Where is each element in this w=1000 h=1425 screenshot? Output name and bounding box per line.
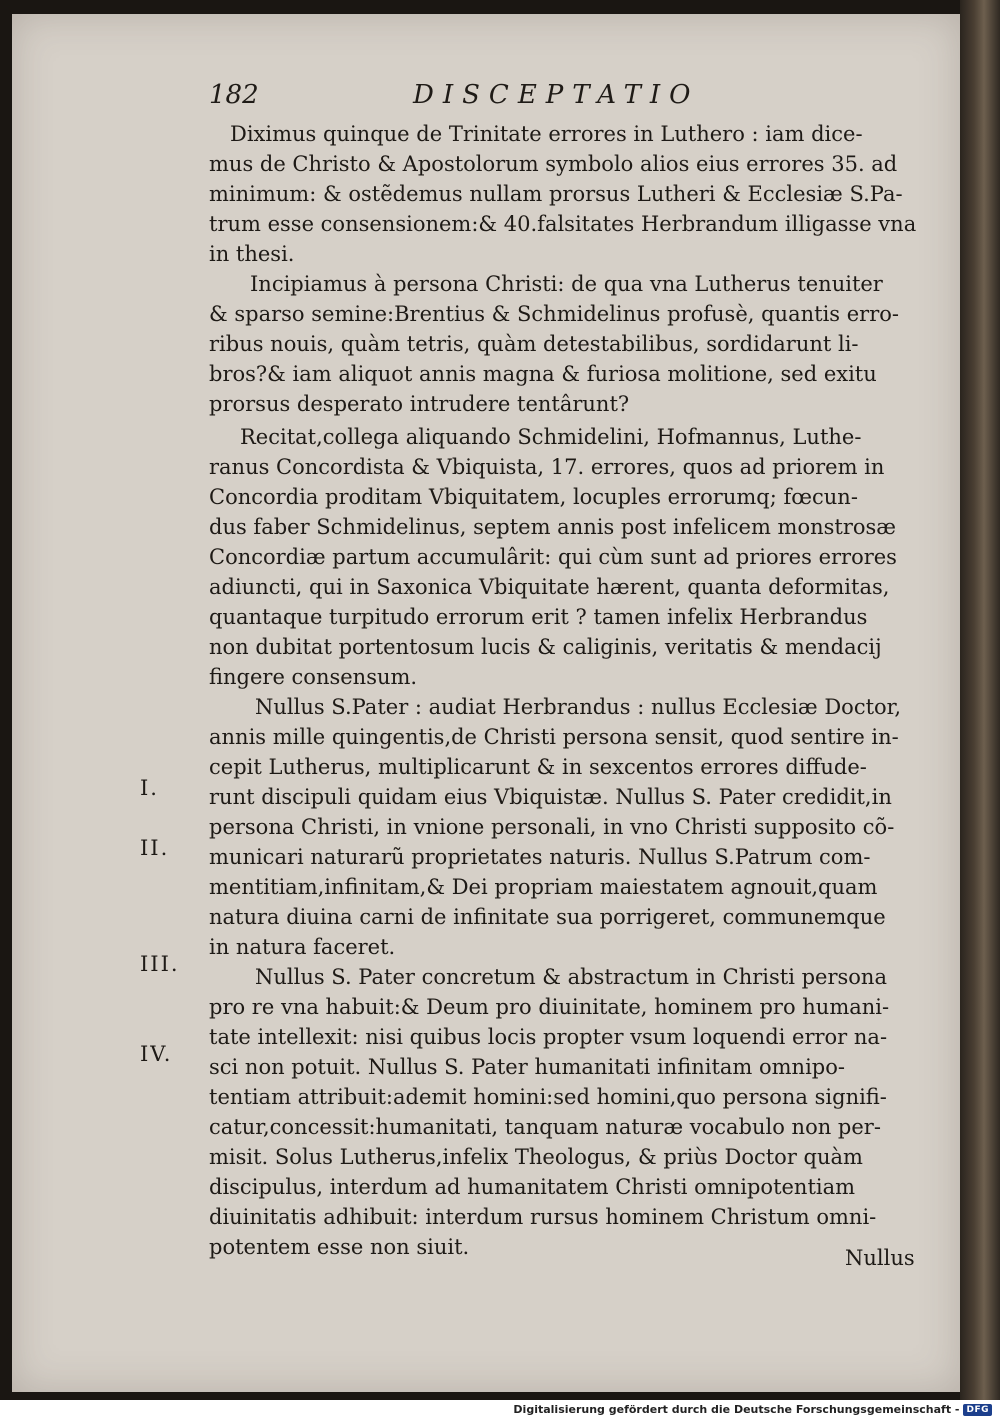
text-line: quantaque turpitudo errorum erit ? tamen infelix Herbrandus [209, 605, 868, 629]
text-line: cepit Lutherus, multiplicarunt & in sexcentos errores diffude- [209, 755, 867, 779]
text-line: potentem esse non siuit. [209, 1235, 470, 1259]
text-line: discipulus, interdum ad humanitatem Christi omnipotentiam [209, 1175, 856, 1199]
margin-numeral: I. [140, 776, 159, 800]
text-line: misit. Solus Lutherus,infelix Theologus, & priùs Doctor quàm [209, 1145, 863, 1169]
text-line: & sparso semine:Brentius & Schmidelinus profusè, quantis erro- [209, 302, 899, 326]
text-line: Concordia proditam Vbiquitatem, locuples errorumq; fœcun- [209, 485, 858, 509]
text-line: tentiam attribuit:ademit homini:sed homini,quo persona signifi- [209, 1085, 887, 1109]
text-line: prorsus desperato intrudere tentârunt? [209, 392, 630, 416]
text-line: runt discipuli quidam eius Vbiquistæ. Nullus S. Pater credidit,in [209, 785, 892, 809]
text-line: persona Christi, in vnione personali, in vno Christi supposito cõ- [209, 815, 895, 839]
text-line: Recitat,collega aliquando Schmidelini, Hofmannus, Luthe- [240, 425, 862, 449]
text-line: sci non potuit. Nullus S. Pater humanitati infinitam omnipo- [209, 1055, 845, 1079]
text-line: mentitiam,infinitam,& Dei propriam maiestatem agnouit,quam [209, 875, 878, 899]
catchword: Nullus [845, 1246, 915, 1270]
text-line: Concordiæ partum accumulârit: qui cùm sunt ad priores errores [209, 545, 897, 569]
text-line: in thesi. [209, 242, 295, 266]
text-line: Nullus S. Pater concretum & abstractum in Christi persona [255, 965, 887, 989]
text-line: in natura faceret. [209, 935, 396, 959]
text-line: bros?& iam aliquot annis magna & furiosa molitione, sed exitu [209, 362, 877, 386]
text-line: diuinitatis adhibuit: interdum rursus hominem Christum omni- [209, 1205, 877, 1229]
footer-credit [513, 1403, 992, 1416]
text-line: annis mille quingentis,de Christi persona sensit, quod sentire in- [209, 725, 899, 749]
text-line: non dubitat portentosum lucis & caliginis, veritatis & mendacij [209, 635, 882, 659]
text-line: minimum: & ostẽdemus nullam prorsus Lutheri & Ecclesiæ S.Pa- [209, 182, 903, 206]
text-line: catur,concessit:humanitati, tanquam naturæ vocabulo non per- [209, 1115, 881, 1139]
text-line: mus de Christo & Apostolorum symbolo alios eius errores 35. ad [209, 152, 898, 176]
margin-numeral: II. [140, 836, 170, 860]
text-line: natura diuina carni de infinitate sua porrigeret, communemque [209, 905, 886, 929]
book-edge [960, 0, 1000, 1400]
text-line: Incipiamus à persona Christi: de qua vna Lutherus tenuiter [250, 272, 883, 296]
text-line: adiuncti, qui in Saxonica Vbiquitate hærent, quanta deformitas, [209, 575, 890, 599]
text-line: ranus Concordista & Vbiquista, 17. errores, quos ad priorem in [209, 455, 885, 479]
running-head: DISCEPTATIO [413, 80, 700, 110]
text-line: tate intellexit: nisi quibus locis propter vsum loquendi error na- [209, 1025, 888, 1049]
footer-credit-text: Digitalisierung gefördert durch die Deutsche Forschungsgemeinschaft - [513, 1403, 960, 1416]
text-line: ribus nouis, quàm tetris, quàm detestabilibus, sordidarunt li- [209, 332, 859, 356]
text-line: Diximus quinque de Trinitate errores in Luthero : iam dice- [230, 122, 863, 146]
text-line: dus faber Schmidelinus, septem annis post infelicem monstrosæ [209, 515, 897, 539]
text-line: fingere consensum. [209, 665, 418, 689]
text-line: pro re vna habuit:& Deum pro diuinitate, hominem pro humani- [209, 995, 890, 1019]
text-line: trum esse consensionem:& 40.falsitates Herbrandum illigasse vna [209, 212, 917, 236]
margin-numeral: IV. [140, 1042, 173, 1066]
dfg-logo-icon: DFG [963, 1404, 992, 1416]
page-number: 182 [209, 80, 259, 110]
margin-numeral: III. [140, 952, 180, 976]
text-line: municari naturarũ proprietates naturis. Nullus S.Patrum com- [209, 845, 871, 869]
text-line: Nullus S.Pater : audiat Herbrandus : nullus Ecclesiæ Doctor, [255, 695, 902, 719]
